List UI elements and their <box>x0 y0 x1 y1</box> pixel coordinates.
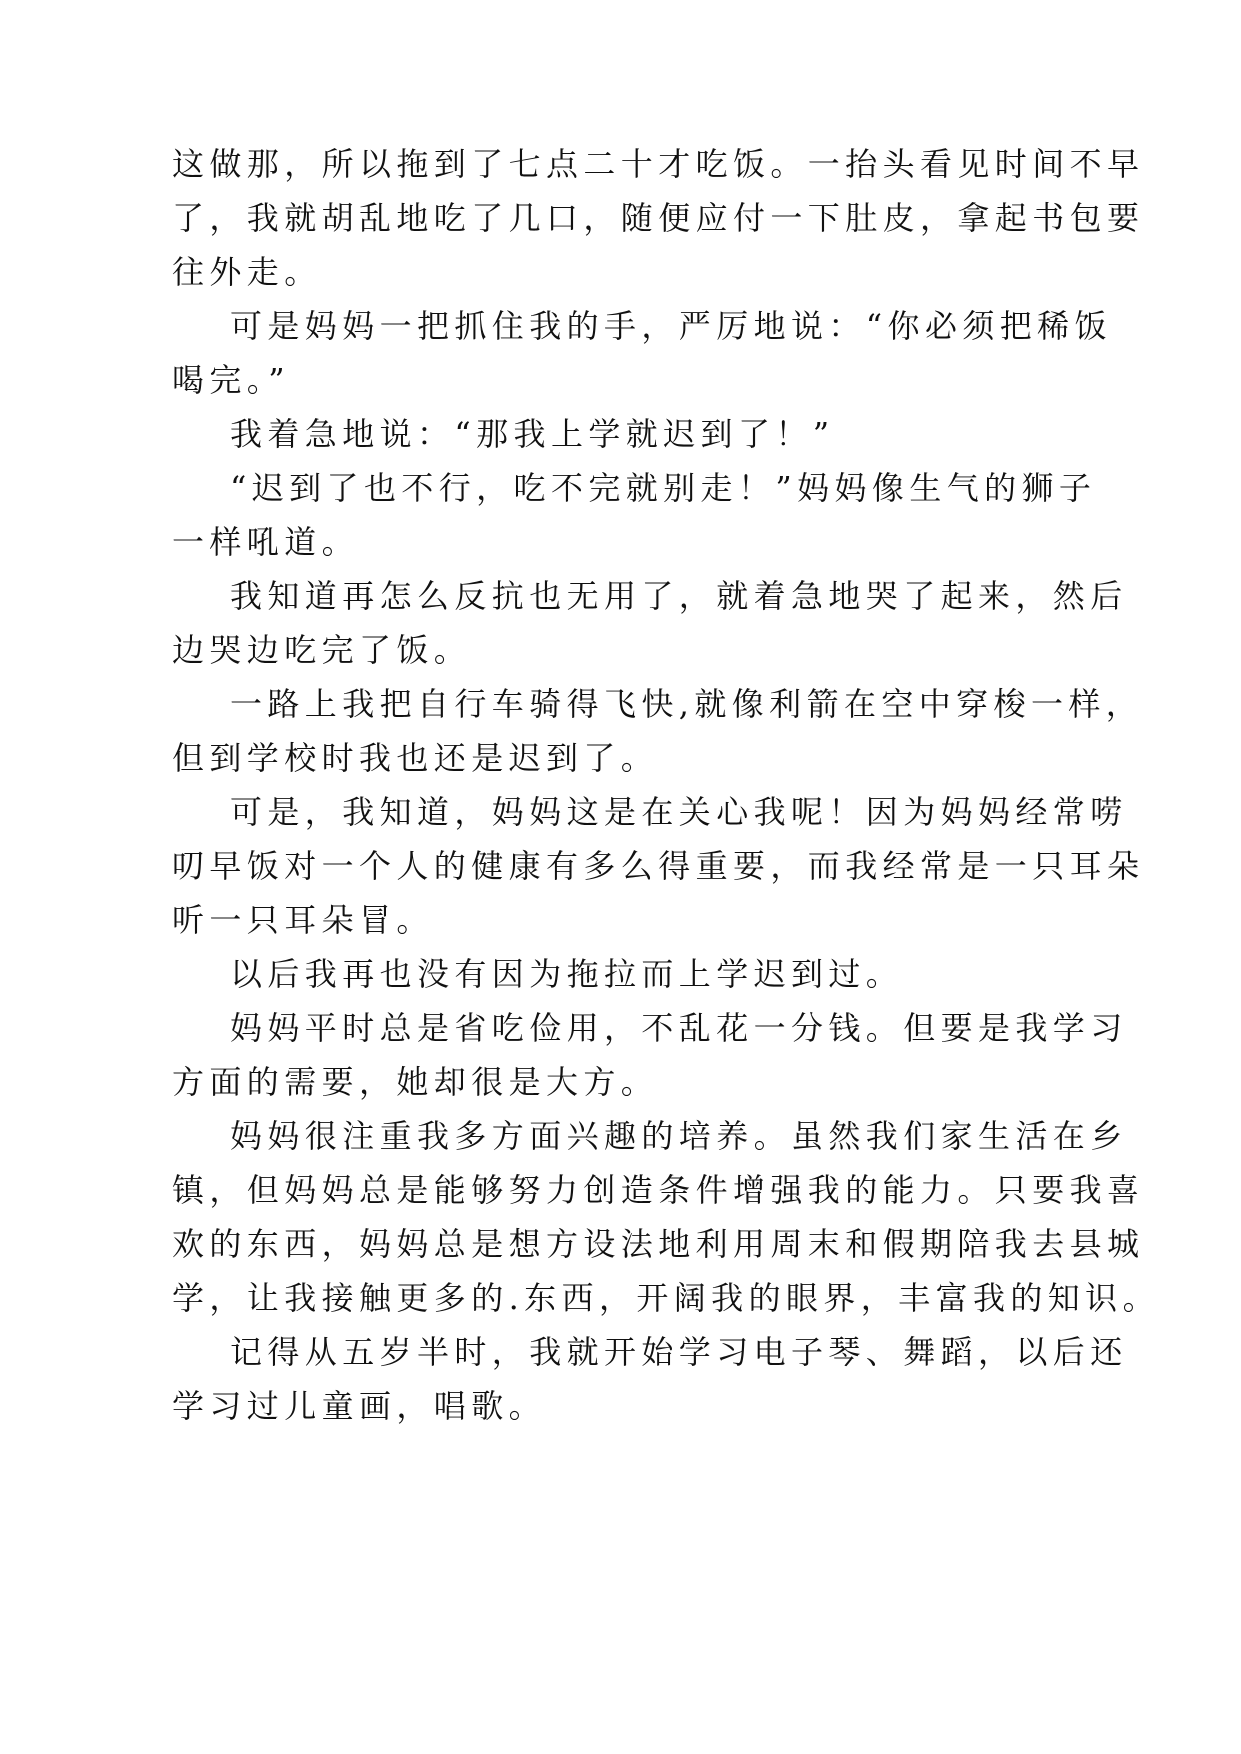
text-line: 欢的东西，妈妈总是想方设法地利用周末和假期陪我去县城 <box>172 1225 1145 1263</box>
text-line: 可是妈妈一把抓住我的手，严厉地说：“你必须把稀饭 <box>230 307 1112 345</box>
text-line: 边哭边吃完了饭。 <box>172 631 472 669</box>
text-line: 了，我就胡乱地吃了几口，随便应付一下肚皮，拿起书包要 <box>172 199 1145 237</box>
text-line: 一路上我把自行车骑得飞快,就像利箭在空中穿梭一样， <box>230 685 1144 723</box>
text-line: 妈妈很注重我多方面兴趣的培养。虽然我们家生活在乡 <box>230 1117 1128 1155</box>
text-line: 学，让我接触更多的.东西，开阔我的眼界，丰富我的知识。 <box>172 1279 1160 1317</box>
text-line: 以后我再也没有因为拖拉而上学迟到过。 <box>230 955 904 993</box>
text-line: 镇，但妈妈总是能够努力创造条件增强我的能力。只要我喜 <box>172 1171 1145 1209</box>
text-line: 记得从五岁半时，我就开始学习电子琴、舞蹈，以后还 <box>230 1333 1128 1371</box>
text-line: 我着急地说：“那我上学就迟到了！” <box>230 415 835 453</box>
text-line: 听一只耳朵冒。 <box>172 901 434 939</box>
text-line: 叨早饭对一个人的健康有多么得重要，而我经常是一只耳朵 <box>172 847 1145 885</box>
text-line: 方面的需要，她却很是大方。 <box>172 1063 659 1101</box>
text-line: 往外走。 <box>172 253 322 291</box>
text-line: 妈妈平时总是省吃俭用，不乱花一分钱。但要是我学习 <box>230 1009 1128 1047</box>
text-line: “迟到了也不行，吃不完就别走！”妈妈像生气的狮子 <box>230 469 1097 507</box>
text-line: 但到学校时我也还是迟到了。 <box>172 739 659 777</box>
text-line: 这做那，所以拖到了七点二十才吃饭。一抬头看见时间不早 <box>172 145 1145 183</box>
text-line: 一样吼道。 <box>172 523 360 561</box>
text-line: 喝完。” <box>172 361 290 399</box>
text-line: 学习过儿童画，唱歌。 <box>172 1387 547 1425</box>
text-line: 可是，我知道，妈妈这是在关心我呢！因为妈妈经常唠 <box>230 793 1128 831</box>
text-line: 我知道再怎么反抗也无用了，就着急地哭了起来，然后 <box>230 577 1128 615</box>
